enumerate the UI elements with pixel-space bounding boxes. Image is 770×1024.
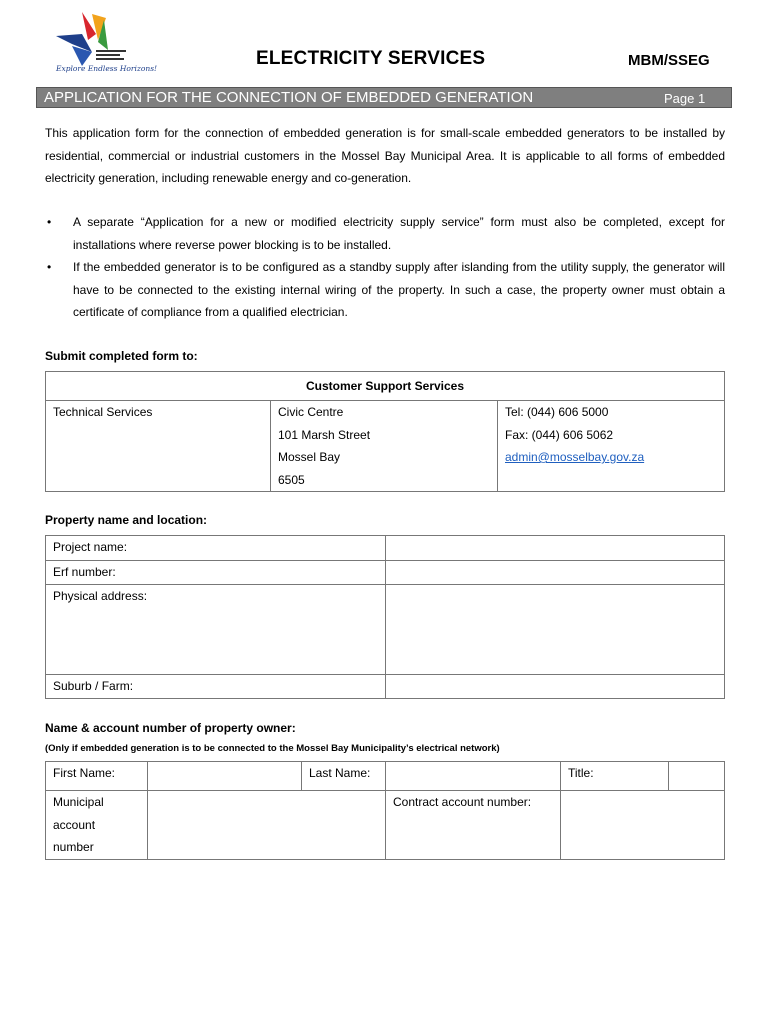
address-line: Mossel Bay [278, 450, 341, 464]
customer-support-heading: Customer Support Services [46, 372, 725, 401]
project-name-label: Project name: [46, 536, 386, 561]
intro-paragraph: This application form for the connection of embedded generation is for small-scale embedded generators to be installed by residential, commercial or industrial customers in the Mossel Bay Municipal Area. It is applicable to all forms of embedded electricity generation, including renewable energy and co-generation. [45, 126, 725, 185]
bullet-item: A separate “Application for a new or modified electricity supply service” form must also be completed, except for installations where reverse power blocking is to be installed. [73, 215, 725, 252]
bullet-item: If the embedded generator is to be configured as a standby supply after islanding from the utility supply, the generator will have to be connected to the existing internal wiring of the property. In such a case, the property owner must obtain a certificate of compliance from a qualified electrician. [73, 260, 725, 319]
label-line: number [53, 840, 94, 854]
physical-address-field[interactable] [386, 585, 725, 675]
title-field[interactable] [669, 762, 725, 791]
logo-tagline: Explore Endless Horizons! [56, 64, 158, 73]
owner-heading: Name & account number of property owner: [45, 721, 296, 735]
email-link[interactable]: admin@mosselbay.gov.za [505, 450, 645, 464]
submit-heading: Submit completed form to: [45, 349, 198, 363]
project-name-field[interactable] [386, 536, 725, 561]
bullet-marker: • [47, 215, 52, 229]
label-line: account [53, 817, 96, 832]
municipal-account-label [46, 791, 148, 860]
label-line: Municipal [53, 795, 104, 809]
erf-number-label: Erf number: [46, 561, 386, 585]
first-name-label: First Name: [46, 762, 148, 791]
form-code: MBM/SSEG [628, 52, 710, 69]
suburb-farm-label: Suburb / Farm: [46, 675, 386, 699]
fax: Fax: (044) 606 5062 [505, 427, 614, 442]
owner-table [45, 761, 725, 860]
suburb-farm-field[interactable] [386, 675, 725, 699]
last-name-field[interactable] [386, 762, 561, 791]
contract-account-label: Contract account number: [386, 791, 561, 860]
form-title: APPLICATION FOR THE CONNECTION OF EMBEDDED GENERATION [44, 89, 534, 106]
address-line: 6505 [278, 472, 305, 487]
contact-cell [498, 401, 725, 492]
property-table [45, 535, 725, 699]
submit-table [45, 371, 725, 492]
page-number: Page 1 [664, 91, 706, 106]
department-name: Technical Services [53, 405, 153, 419]
contract-account-field[interactable] [561, 791, 725, 860]
physical-address-label: Physical address: [46, 585, 386, 675]
title-label: Title: [561, 762, 669, 791]
owner-note: (Only if embedded generation is to be connected to the Mossel Bay Municipality’s electrical network) [45, 743, 500, 754]
document-title: ELECTRICITY SERVICES [256, 48, 486, 69]
bullet-marker: • [47, 260, 52, 274]
address-line: 101 Marsh Street [278, 427, 371, 442]
first-name-field[interactable] [148, 762, 302, 791]
department-cell [46, 401, 271, 492]
erf-number-field[interactable] [386, 561, 725, 585]
last-name-label: Last Name: [302, 762, 386, 791]
property-heading: Property name and location: [45, 513, 208, 527]
municipal-account-field[interactable] [148, 791, 386, 860]
telephone: Tel: (044) 606 5000 [505, 405, 609, 419]
address-cell [271, 401, 498, 492]
address-line: Civic Centre [278, 405, 344, 419]
